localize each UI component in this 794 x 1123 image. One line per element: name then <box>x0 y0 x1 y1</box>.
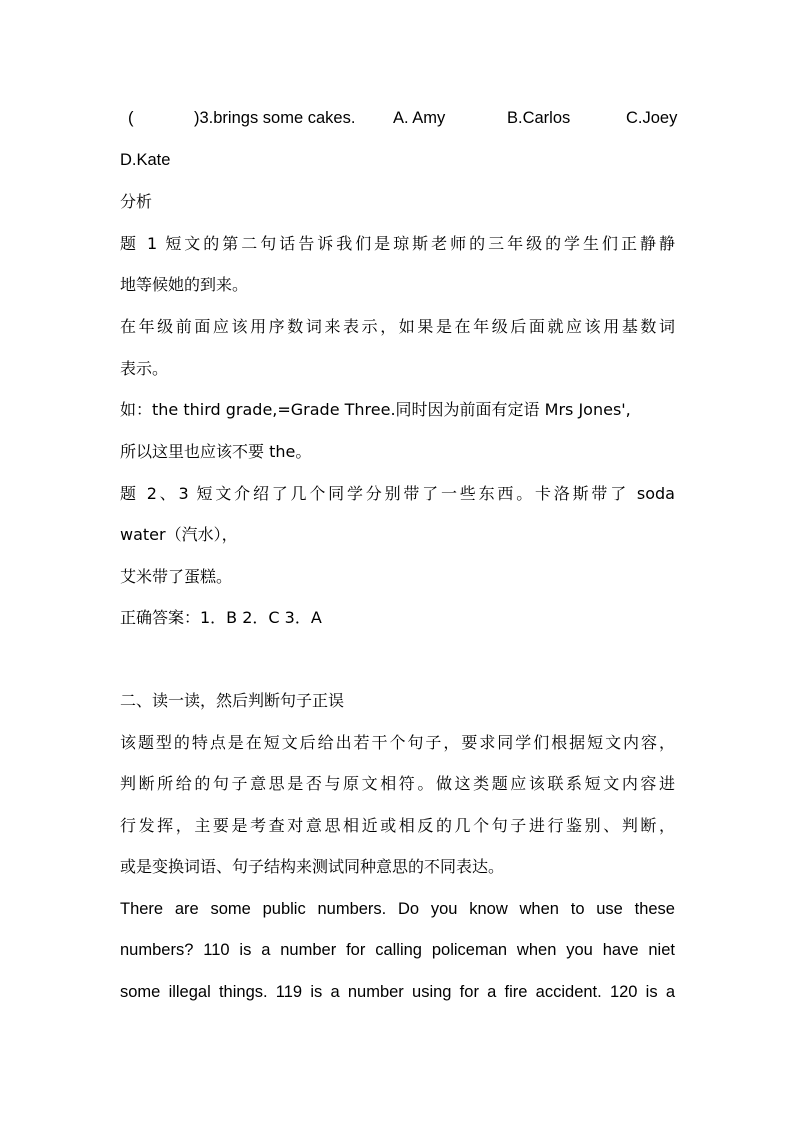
analysis-line: 题 1 短文的第二句话告诉我们是琼斯老师的三年级的学生们正静静 <box>120 234 675 253</box>
option-b: B.Carlos <box>507 109 571 127</box>
analysis-line: 表示。 <box>120 359 169 378</box>
section-2-line: 该题型的特点是在短文后给出若干个句子，要求同学们根据短文内容， <box>120 733 675 752</box>
option-c: C.Joey <box>626 109 678 127</box>
analysis-line: 题 2、3 短文介绍了几个同学分别带了一些东西。卡洛斯带了 soda <box>120 484 675 503</box>
correct-answer-line: 正确答案：1．B 2．C 3．A <box>120 608 322 627</box>
passage-line: numbers? 110 is a number for calling policeman when you have niet <box>120 941 675 959</box>
option-d: D.Kate <box>120 151 171 169</box>
analysis-line: 所以这里也应该不要 the。 <box>120 442 312 461</box>
section-2-heading: 二、读一读，然后判断句子正误 <box>120 691 345 710</box>
section-2-line: 行发挥，主要是考查对意思相近或相反的几个句子进行鉴别、判断， <box>120 816 675 835</box>
analysis-line: 地等候她的到来。 <box>120 275 249 294</box>
section-2-line: 判断所给的句子意思是否与原文相符。做这类题应该联系短文内容进 <box>120 774 675 793</box>
section-2-line: 或是变换词语、句子结构来测试同种意思的不同表达。 <box>120 857 505 876</box>
analysis-heading: 分析 <box>120 192 153 211</box>
answer-paren-open: ( <box>128 109 134 127</box>
analysis-line: 在年级前面应该用序数词来表示，如果是在年级后面就应该用基数词 <box>120 317 675 336</box>
analysis-line: 如：the third grade,=Grade Three.同时因为前面有定语 Mrs Jones', <box>120 400 631 419</box>
option-a: A. Amy <box>393 109 446 127</box>
question-3-row <box>120 108 678 130</box>
passage-line: some illegal things. 119 is a number using for a fire accident. 120 is a <box>120 983 675 1001</box>
analysis-line: 艾米带了蛋糕。 <box>120 567 233 586</box>
passage-line: There are some public numbers. Do you know when to use these <box>120 900 675 918</box>
analysis-line: water（汽水）， <box>120 525 238 544</box>
question-3-text: )3.brings some cakes. <box>194 109 356 127</box>
